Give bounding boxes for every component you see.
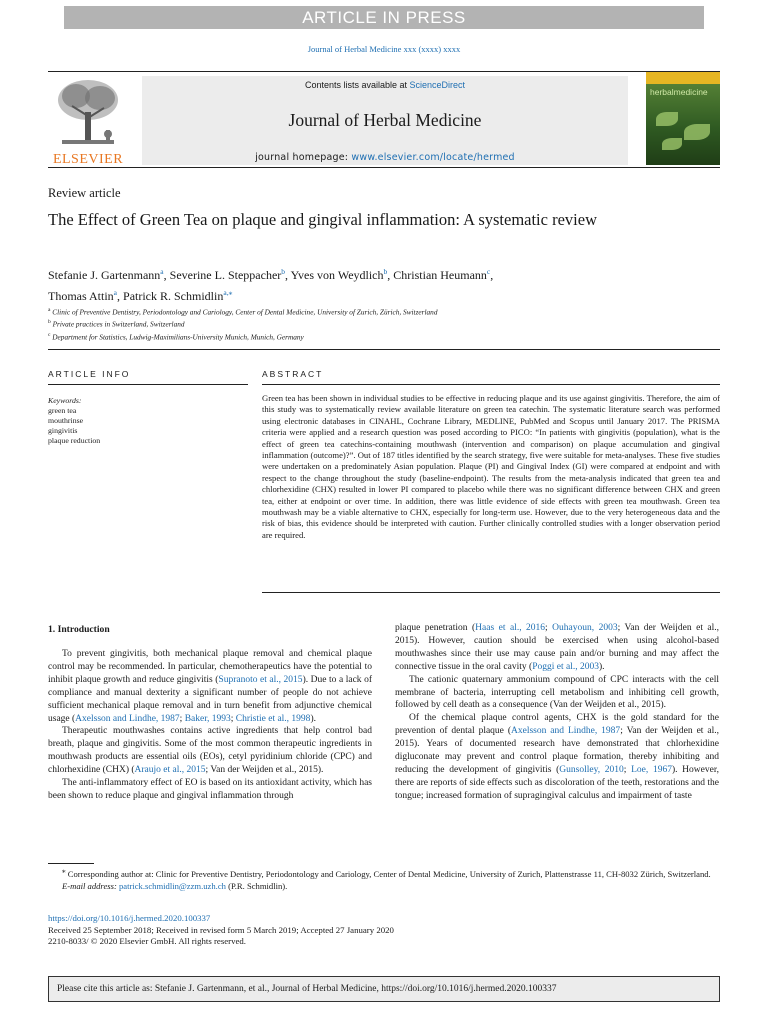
divider: [48, 384, 248, 385]
citation-link[interactable]: Baker, 1993: [184, 713, 231, 724]
keyword: mouthrinse: [48, 416, 84, 425]
affiliation: $^a$ Clinic of Preventive Dentistry, Periodontology and Cariology, Center of Dental Medicine, University of Zurich, Zürich, Switzerland: [48, 307, 438, 317]
citation-link[interactable]: Haas et al., 2016: [475, 623, 546, 633]
affiliation: $^b$ Private practices in Switzerland, Switzerland: [48, 319, 185, 329]
cover-brand-b: medicine: [673, 87, 708, 97]
leaf-icon: [684, 124, 710, 140]
journal-header-center: [142, 76, 628, 165]
email-label: E-mail address:: [62, 880, 117, 891]
body-text: ;: [179, 713, 185, 724]
author-list: Stefanie J. Gartenmann$^a$, Severine L. Steppacher$^b$, Yves von Weydlich$^b$, Christian Heumann$^c$, Thomas Attin$^a$, Patrick R. Schmidlin$^{a,⁎}$: [48, 267, 494, 303]
body-text: ).: [598, 661, 605, 672]
email-note: E-mail address: patrick.schmidlin@zzm.uzh.ch (P.R. Schmidlin).: [62, 880, 288, 891]
citation-link[interactable]: Axelsson and Lindhe, 1987: [511, 726, 621, 737]
homepage-line: [142, 152, 628, 163]
abstract-heading: ABSTRACT: [262, 369, 324, 379]
leaf-icon: [662, 138, 682, 150]
corresponding-author-note: ⁎ Corresponding author at: Clinic for Preventive Dentistry, Periodontology and Cariology, Center of Dental Medicine, University of Zurich, Plattenstrasse 11, CH-8032 Zürich, Switzerland.: [62, 867, 711, 879]
citation-link[interactable]: Araujo et al., 2015: [134, 765, 206, 776]
author-name: Thomas Attin: [48, 289, 114, 303]
author-name: Patrick R. Schmidlin: [123, 289, 224, 303]
body-text: ; Van der Weijden et al., 2015).: [205, 765, 324, 776]
author-name: Severine L. Steppacher: [169, 268, 282, 282]
keywords-label: Keywords:: [48, 396, 82, 405]
journal-cover-thumbnail[interactable]: [646, 72, 720, 165]
author-name: Yves von Weydlich: [290, 268, 384, 282]
cover-brand-a: herbal: [650, 87, 674, 97]
divider: [48, 349, 720, 350]
homepage-prefix: journal homepage:: [255, 152, 352, 163]
footnotes: [48, 866, 720, 892]
body-paragraph: [48, 648, 372, 725]
divider: [262, 592, 720, 593]
body-text: Of the chemical plaque control agents, CHX is the gold standard for the prevention of dental plaque (: [395, 713, 719, 737]
body-text: ). Due to a lack of compliance and manual dexterity a significant number of people do not achieve sufficient mechanical plaque removal and in turn benefit from adjunctive chemical usage (: [48, 674, 372, 724]
author-name: Christian Heumann: [393, 268, 487, 282]
corresponding-mark: ⁎: [62, 867, 66, 875]
cover-band: [646, 72, 720, 84]
body-paragraph: [48, 777, 372, 803]
affiliation-marker[interactable]: c: [486, 267, 491, 276]
body-paragraph: [395, 712, 719, 802]
section-heading-introduction: 1. Introduction: [48, 624, 110, 635]
affiliation: $^c$ Department for Statistics, Ludwig-Maximilians-University Munich, Munich, Germany: [48, 331, 304, 342]
keyword: plaque reduction: [48, 436, 101, 445]
body-text: The anti-inflammatory effect of EO is based on its antioxidant activity, which has been shown to reduce plaque and gingival inflammation through: [48, 778, 372, 801]
keyword: green tea: [48, 406, 77, 415]
citation-link[interactable]: Supranoto et al., 2015: [218, 674, 303, 685]
article-info-heading: ARTICLE INFO: [48, 369, 131, 379]
author-name: Stefanie J. Gartenmann: [48, 268, 161, 282]
footnote-rule: [48, 863, 94, 864]
body-column-left: [48, 648, 372, 803]
body-text: ).: [310, 713, 316, 724]
citation-link[interactable]: Loe, 1967: [631, 764, 672, 775]
contents-prefix: Contents lists available at: [304, 80, 410, 90]
publisher-name: ELSEVIER: [52, 152, 124, 167]
body-text: The cationic quaternary ammonium compound of CPC interacts with the cell membrane of bacteria, interrupting cell metabolism and inhibiting cell growth, followed by cell death as a consequence (Van der Weijden et al., 2015).: [395, 674, 719, 711]
affiliation-marker[interactable]: a,⁎: [223, 288, 233, 297]
affiliation-marker[interactable]: b: [281, 267, 286, 276]
affiliation-marker[interactable]: a: [113, 288, 118, 297]
citation-link[interactable]: Axelsson and Lindhe, 1987: [75, 713, 180, 724]
article-type: Review article: [48, 186, 121, 200]
body-text: ; Van der Weijden et al., 2015). Years of documented research have demonstrated that chlorhexidine digluconate may prevent and control plaque formation, thereby inhibiting and reducing the development of gingivitis (: [395, 726, 719, 775]
journal-reference-link[interactable]: Journal of Herbal Medicine xxx (xxxx) xxxx: [307, 44, 461, 54]
copyright-line: 2210-8033/ © 2020 Elsevier GmbH. All rights reserved.: [48, 936, 246, 947]
body-text: ;: [623, 764, 632, 775]
citation-box: Please cite this article as: Stefanie J. Gartenmann, et al., Journal of Herbal Medicine, https://doi.org/10.1016/j.hermed.2020.100337: [48, 976, 720, 1002]
body-text: ; Van der Weijden et al., 2015). However, caution should be exercised when using alcohol-based mouthwashes since their use may cause pain and/or burning and may affect the connective tissue in the oral cavity (: [395, 623, 720, 672]
contents-line: [142, 80, 628, 90]
affiliation-marker[interactable]: b: [383, 267, 388, 276]
body-paragraph: [395, 674, 719, 713]
cover-brand: [650, 87, 708, 97]
email-link[interactable]: patrick.schmidlin@zzm.uzh.ch: [118, 880, 226, 891]
body-text: plaque penetration (: [395, 623, 476, 633]
affiliation-marker[interactable]: a: [160, 267, 164, 276]
body-paragraph: [395, 622, 719, 674]
body-text: ;: [230, 713, 236, 724]
citation-link[interactable]: Christie et al., 1998: [235, 713, 311, 724]
body-text: Therapeutic mouthwashes contains active ingredients that help control bad breath, plaque and gingivitis. Some of the most common therapeutic ingredients in mouthwash products are essential oils (EOs), cetyl pyridinium chloride (CPC) and chlorhexidine (CHX) (: [48, 726, 372, 776]
divider: [262, 384, 720, 385]
article-title: The Effect of Green Tea on plaque and gingival inflammation: A systematic review: [48, 210, 597, 229]
article-in-press-banner: ARTICLE IN PRESS: [64, 6, 704, 29]
citation-link[interactable]: Ouhayoun, 2003: [552, 623, 618, 633]
keyword: gingivitis: [48, 426, 78, 435]
doi-block: [48, 913, 720, 948]
journal-title: Journal of Herbal Medicine: [288, 110, 482, 130]
body-text: To prevent gingivitis, both mechanical plaque removal and chemical plaque control may be recommended. In particular, chemotherapeutics have the potential to inhibit plaque growth and reduce gingivitis (: [48, 649, 372, 685]
homepage-link[interactable]: www.elsevier.com/locate/hermed: [351, 152, 515, 163]
journal-header: [48, 71, 720, 168]
citation-link[interactable]: Poggi et al., 2003: [532, 661, 599, 672]
leaf-icon: [656, 112, 678, 126]
keywords-block: [48, 396, 248, 446]
body-text: ). However, there are reports of side effects such as discoloration of the teeth, restorations and the tongue; increased formation of supragingival calculus and impairment of taste: [395, 764, 719, 801]
elsevier-tree-icon: [52, 76, 124, 148]
body-column-right: [395, 622, 719, 803]
affiliation-list: [48, 305, 708, 342]
body-text: ;: [545, 623, 553, 633]
sciencedirect-link[interactable]: ScienceDirect: [409, 80, 466, 90]
citation-link[interactable]: Gunsolley, 2010: [559, 764, 624, 775]
doi-link[interactable]: https://doi.org/10.1016/j.hermed.2020.100337: [48, 913, 211, 923]
body-paragraph: [48, 725, 372, 777]
article-history: Received 25 September 2018; Received in revised form 5 March 2019; Accepted 27 January 2020: [48, 924, 394, 935]
publisher-logo[interactable]: [48, 76, 128, 166]
abstract-text: Green tea has been shown in individual studies to be effective in reducing plaque and its use against gingivitis. Therefore, the aim of this study was to systematically review available literature on green tea catechin. The systematic literature search was performed using electronic databases in CINAHL, Cochrane Library, MEDLINE, PubMed and Scopus until January 2017. The PRISMA criteria were applied and a research question was posed according to PICO: “In patients with gingivitis (population), what is the effect of green tea catechins-containing mouthwash (intervention and comparison) on plaque accumulation and gingival inflammation (outcome)?”. Out of 187 titles identified by the search strategy, five were suitable for meta-analyses. These five studies were undertaken on a predominately Asian population. Plaque (PI) and Gingival Index (GI) were compared at endpoint and with respect to the change throughout the study (baseline-endpoint). The results from the meta-analysis indicated that green tea and chlorhexidine (CHX) resulted in lower PI compared to placebo while there was no significant difference between CHX and green tea, either at endpoint or over time. In addition, there was little evidence of side effects with green tea mouthwash. Green tea mouthwash may be a viable alternative to CHX, especially for long-term use. However, due to the very heterogeneous data and the risk of bias, this evidence should be interpreted with caution. Further clinically controlled studies with a longer observation period are required.: [262, 393, 720, 540]
